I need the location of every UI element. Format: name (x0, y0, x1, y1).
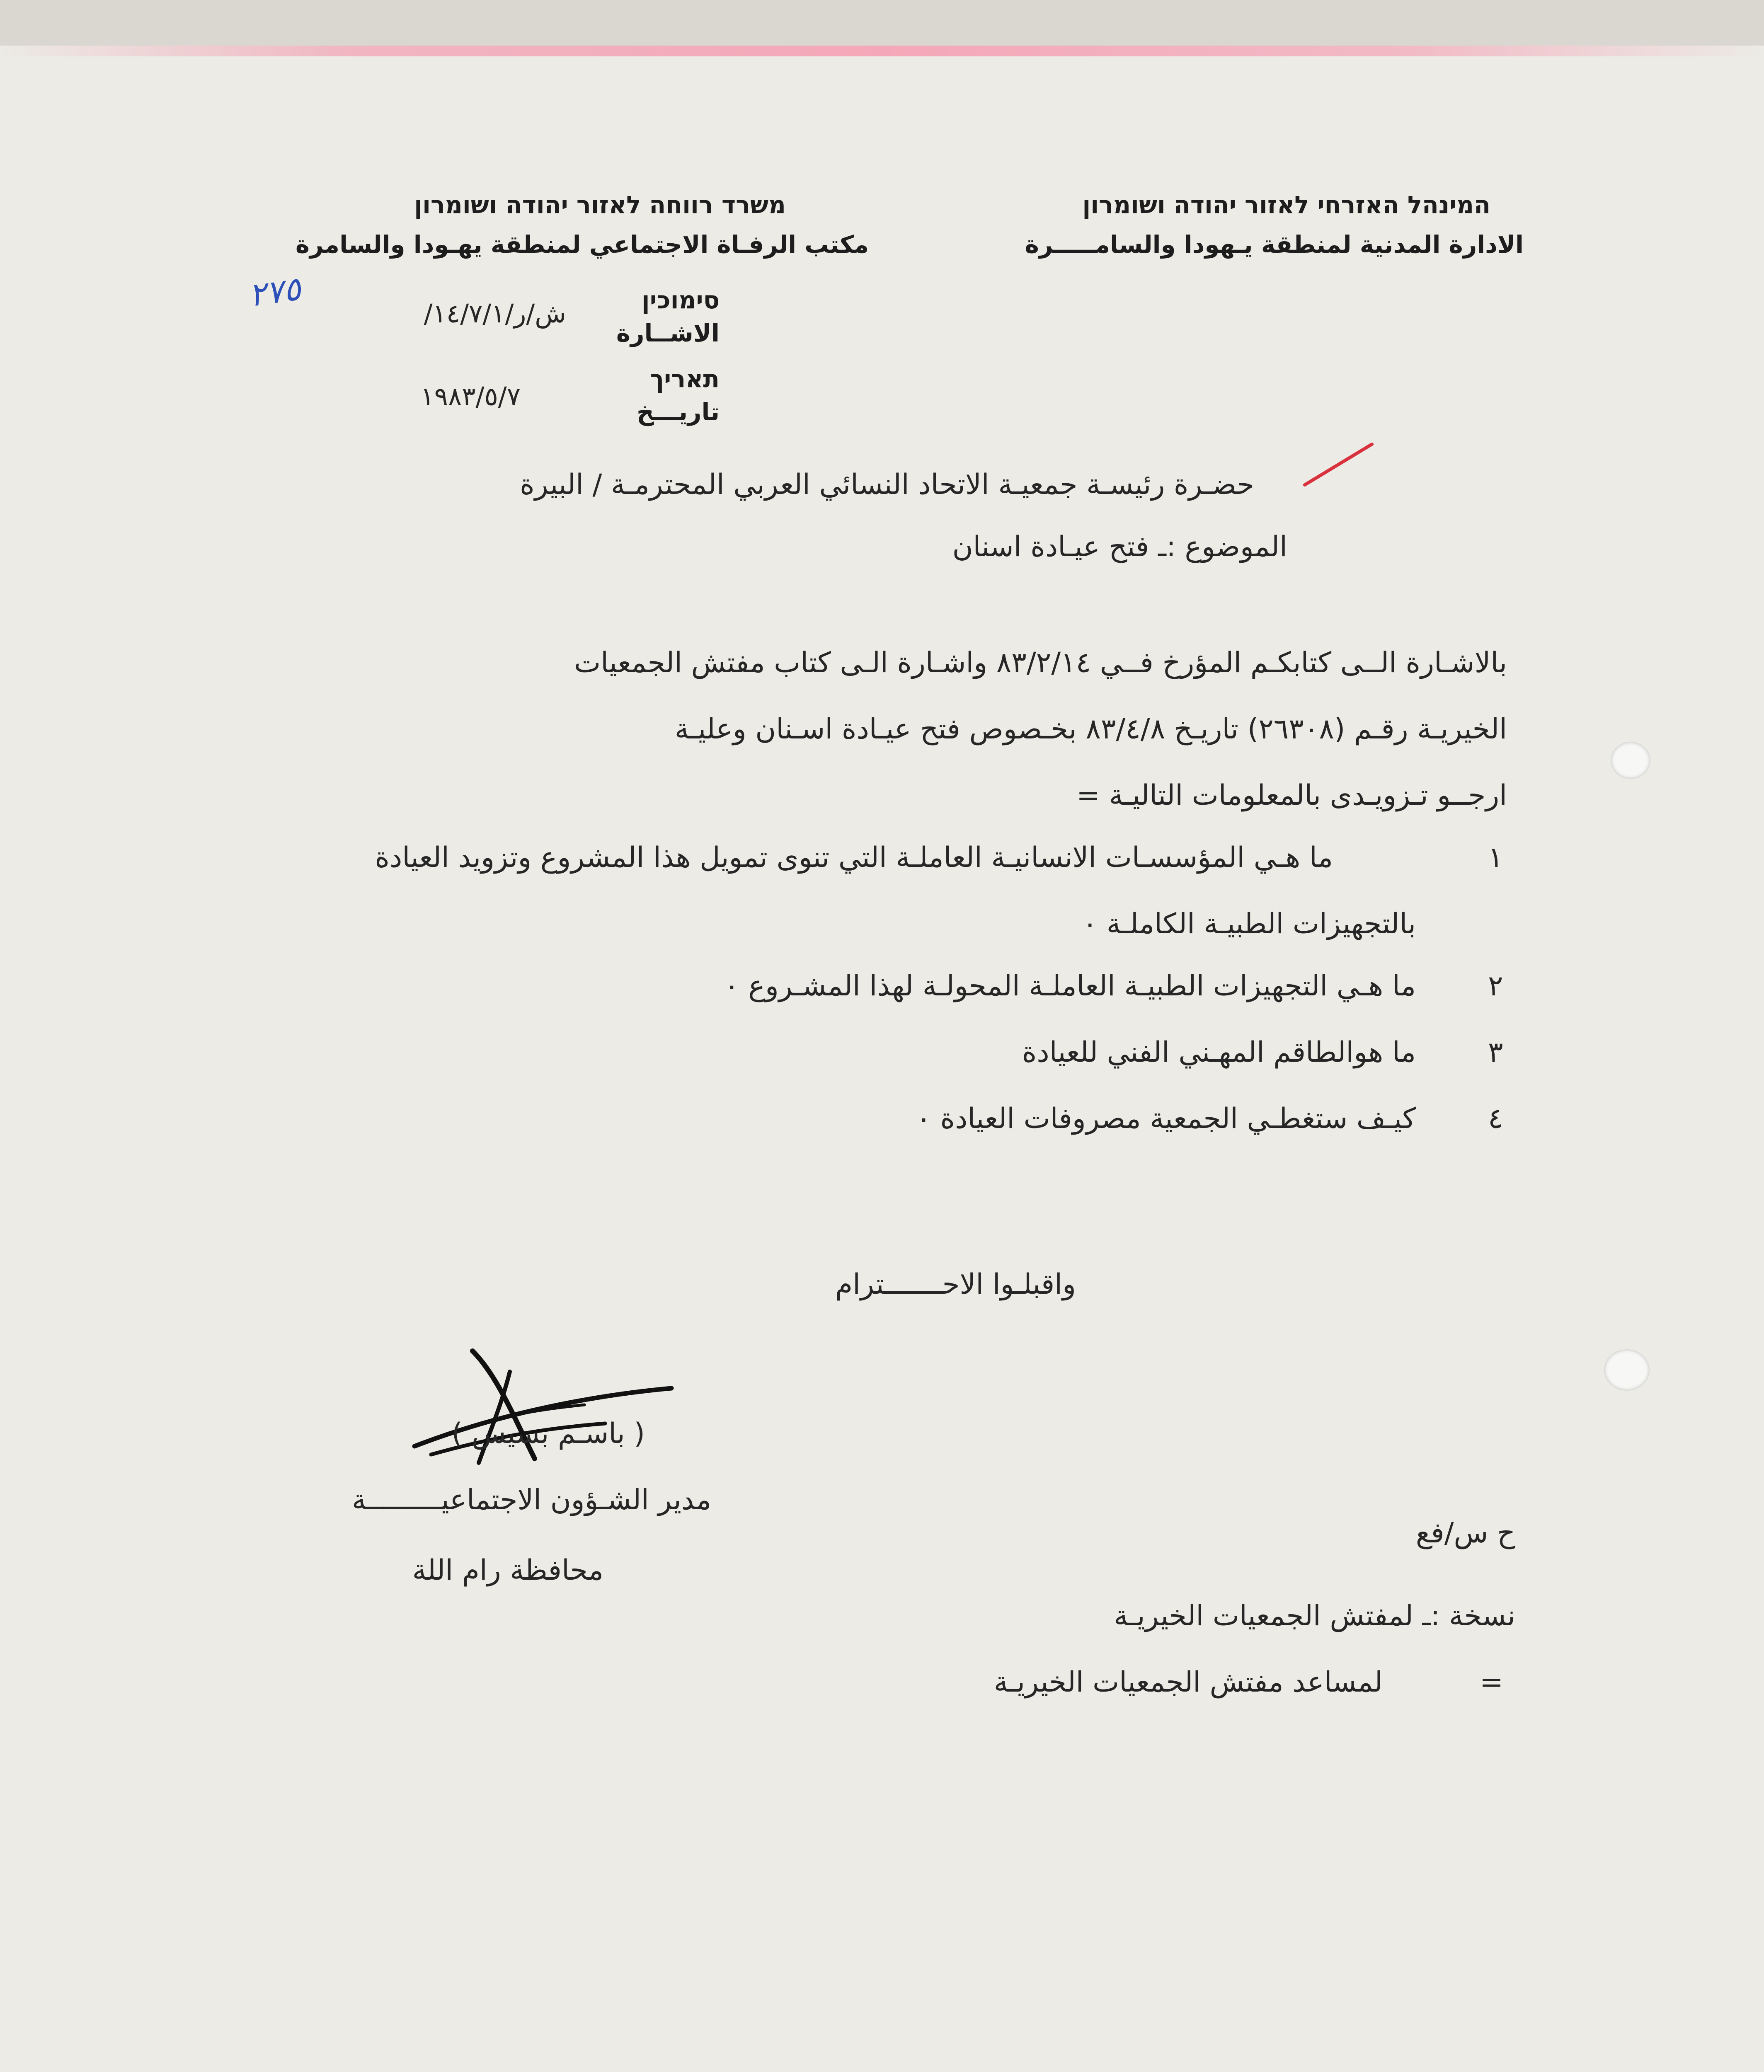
body-line-1: بالاشـارة الــى كتابكـم المؤرخ فــي ٨٣/٢/١٤ واشـارة الـى كتاب مفتش الجمعيات (574, 646, 1507, 679)
signatory-region: محافظة رام اللة (412, 1554, 603, 1587)
date-value: ١٩٨٣/٥/٧ (420, 381, 521, 411)
red-pen-mark (1301, 439, 1376, 489)
signatory-name: ( باسـم بسيس ) (451, 1417, 645, 1450)
item-3-line: ما هوالطاقم المهـني الفني للعيادة (1022, 1036, 1416, 1069)
signatory-title: مدير الشـؤون الاجتماعيـــــــــة (352, 1484, 711, 1516)
item-1-line-2: بالتجهيزات الطبيـة الكاملـة ٠ (1082, 908, 1416, 940)
file-initials: ح س/فع (1415, 1517, 1515, 1549)
closing-line: واقبلـوا الاحـــــــترام (835, 1268, 1076, 1301)
punch-hole-top (1611, 742, 1650, 779)
addressee-line: حضـرة رئيسـة جمعيـة الاتحاد النسائي العربي المحترمـة / البيرة (520, 468, 1254, 501)
subject-line: الموضوع :ـ فتح عيـادة اسنان (952, 530, 1287, 563)
office-hebrew-title: משרד רווחה לאזור יהודה ושומרון (414, 191, 786, 219)
reference-value: ش/ر/١٤/٧/١/ (424, 298, 566, 329)
office-arabic-title: مكتب الرفـاة الاجتماعي لمنطقة يهـودا والسامرة (295, 230, 869, 259)
date-label-hebrew: תאריך (650, 365, 720, 393)
reference-label-arabic: الاشــارة (616, 319, 720, 347)
item-1-line-1: ما هـي المؤسسـات الانسانيـة العاملـة التي تنوى تمويل هذا المشروع وتزويد العيادة (375, 841, 1333, 874)
body-line-3: ارجــو تـزويـدى بالمعلومات التاليـة = (1076, 779, 1507, 812)
item-4-number: ٤ (1488, 1102, 1503, 1135)
item-4-line: كيـف ستغطـي الجمعية مصروفات العيادة ٠ (916, 1102, 1416, 1135)
item-3-number: ٣ (1488, 1036, 1503, 1069)
item-2-line: ما هـي التجهيزات الطبيـة العاملـة المحولـة لهذا المشـروع ٠ (724, 970, 1416, 1002)
copy-line-2: لمساعد مفتش الجمعيات الخيريـة (993, 1666, 1383, 1699)
reference-label-hebrew: סימוכין (641, 286, 720, 314)
copy-line-2-marker: = (1480, 1666, 1503, 1699)
copy-line-1: نسخة :ـ لمفتش الجمعيات الخيريـة (1114, 1600, 1515, 1632)
date-label-arabic: تاريـــخ (637, 398, 720, 426)
punch-hole-bottom (1604, 1349, 1650, 1391)
body-line-2: الخيريـة رقـم (٢٦٣٠٨) تاريـخ ٨٣/٤/٨ بخـصوص فتح عيـادة اسـنان وعليـة (674, 713, 1507, 746)
handwritten-file-number: ٢٧٥ (246, 270, 303, 315)
paper-top-edge (0, 46, 1764, 56)
item-2-number: ٢ (1488, 970, 1503, 1002)
admin-arabic-title: الادارة المدنية لمنطقة يـهودا والسامـــــرة (1025, 230, 1524, 259)
item-1-number: ١ (1488, 841, 1503, 874)
admin-hebrew-title: המינהל האזרחי לאזור יהודה ושומרון (1082, 191, 1490, 219)
